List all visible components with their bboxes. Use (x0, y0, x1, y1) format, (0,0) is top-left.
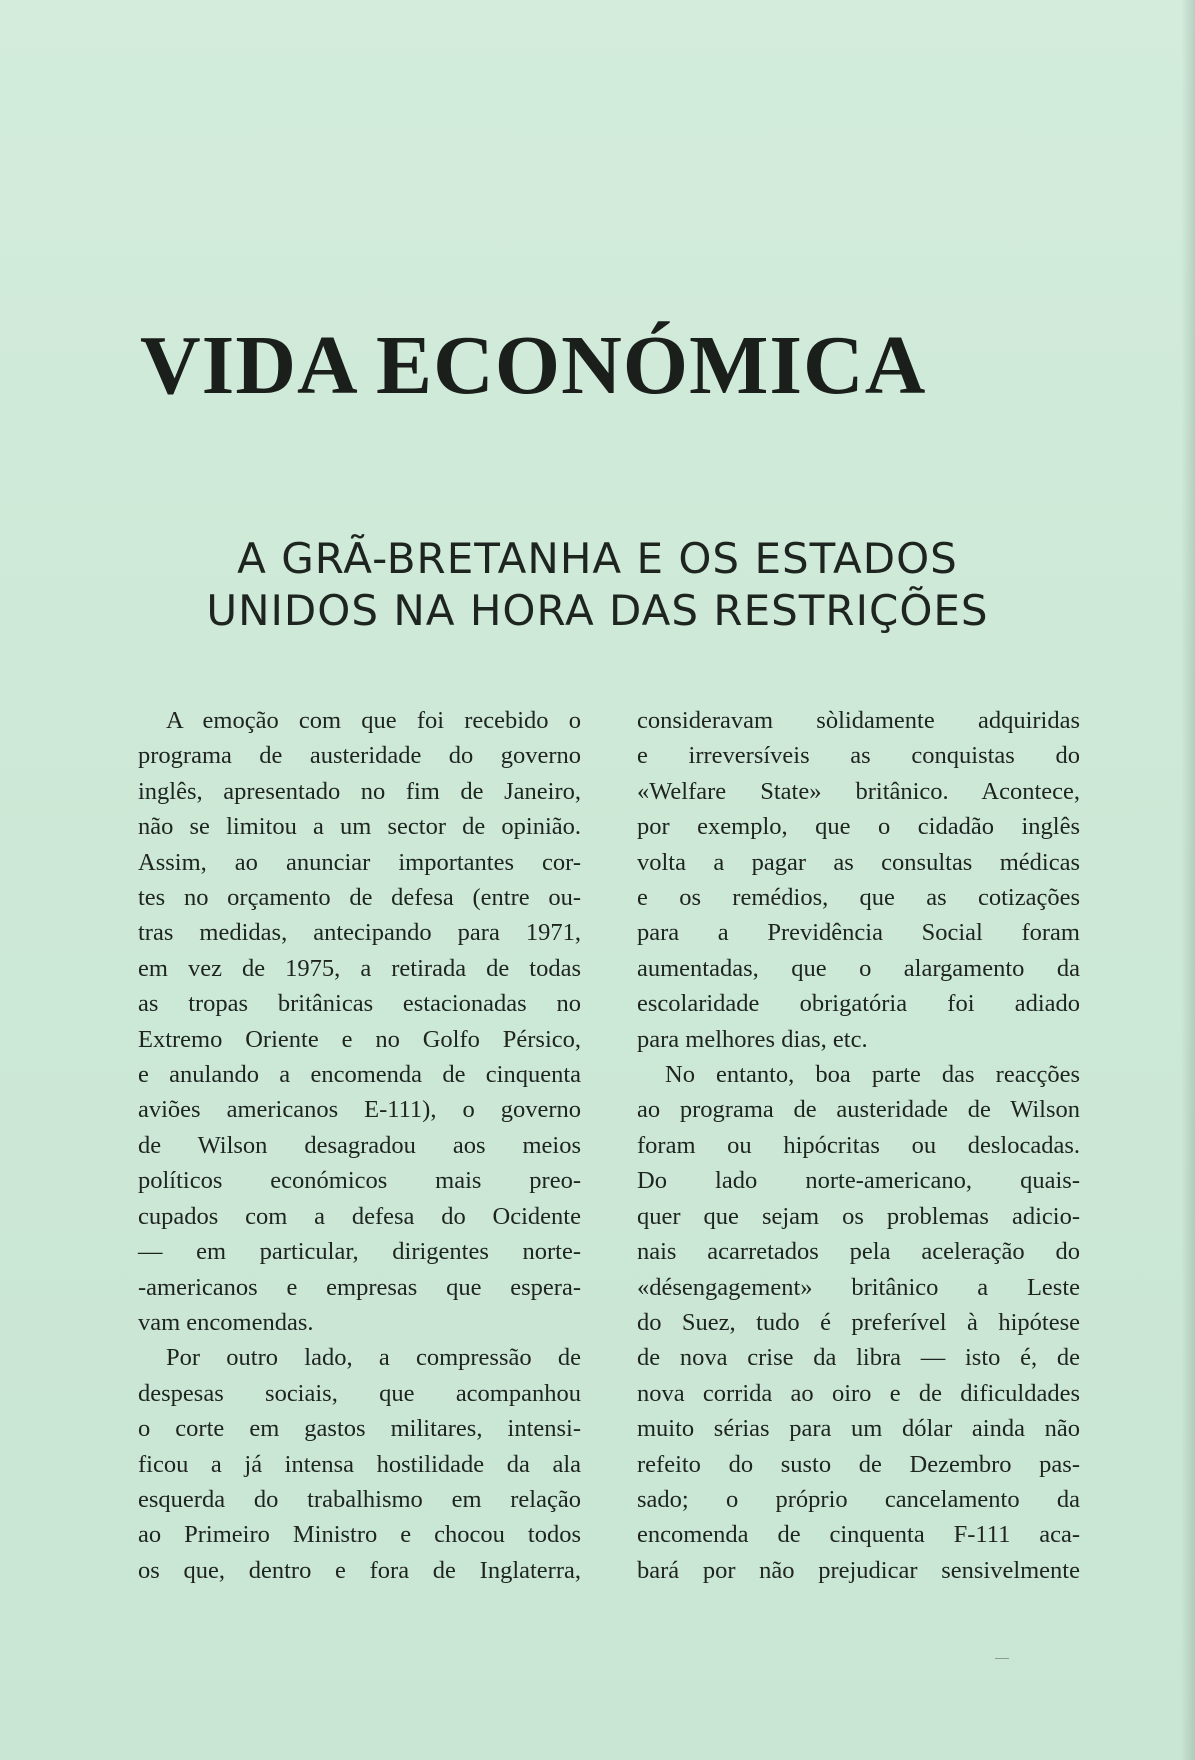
text-line: não se limitou a um sector de opinião. (138, 813, 581, 841)
text-line: -americanos e empresas que espera- (138, 1273, 581, 1301)
text-line: quer que sejam os problemas adicio- (637, 1202, 1080, 1230)
text-line: — em particular, dirigentes norte- (138, 1238, 581, 1266)
text-line: o corte em gastos militares, intensi- (138, 1415, 581, 1443)
text-line: ao programa de austeridade de Wilson (637, 1096, 1080, 1124)
text-line: Extremo Oriente e no Golfo Pérsico, (138, 1025, 581, 1053)
article-column-left (138, 703, 581, 1588)
text-line: e irreversíveis as conquistas do (637, 742, 1080, 770)
text-line: inglês, apresentado no fim de Janeiro, (138, 777, 581, 805)
text-line: aviões americanos E-111), o governo (138, 1096, 581, 1124)
text-line: vam encomendas. (138, 1308, 314, 1336)
text-line: para melhores dias, etc. (637, 1025, 868, 1053)
text-line: políticos económicos mais preo- (138, 1167, 581, 1195)
text-line: Por outro lado, a compressão de (166, 1344, 581, 1372)
text-line: e anulando a encomenda de cinquenta (138, 1061, 581, 1089)
text-line: para a Previdência Social foram (637, 919, 1080, 947)
text-line: Do lado norte-americano, quais- (637, 1167, 1080, 1195)
text-line: nova corrida ao oiro e de dificuldades (637, 1379, 1080, 1407)
text-line: tes no orçamento de defesa (entre ou- (138, 884, 581, 912)
text-line: e os remédios, que as cotizações (637, 884, 1080, 912)
text-line: ficou a já intensa hostilidade da ala (138, 1450, 581, 1478)
text-line: programa de austeridade do governo (138, 742, 581, 770)
text-line: em vez de 1975, a retirada de todas (138, 954, 581, 982)
page-edge-shadow (1181, 0, 1195, 1760)
text-line: consideravam sòlidamente adquiridas (637, 707, 1080, 734)
footer-dash (995, 1658, 1009, 1659)
headline-line-2: UNIDOS NA HORA DAS RESTRIÇÕES (206, 586, 989, 635)
text-line: muito sérias para um dólar ainda não (637, 1415, 1080, 1443)
text-line: os que, dentro e fora de Inglaterra, (138, 1556, 581, 1584)
article-column-right (637, 703, 1080, 1588)
text-line: aumentadas, que o alargamento da (637, 954, 1080, 982)
text-line: de Wilson desagradou aos meios (138, 1131, 581, 1159)
text-line: volta a pagar as consultas médicas (637, 848, 1080, 876)
text-line: No entanto, boa parte das reacções (665, 1061, 1080, 1089)
text-line: Assim, ao anunciar importantes cor- (138, 848, 581, 876)
text-line: tras medidas, antecipando para 1971, (138, 919, 581, 947)
article-headline (100, 533, 1095, 637)
headline-line-1: A GRÃ-BRETANHA E OS ESTADOS (237, 534, 958, 583)
text-line: «désengagement» britânico a Leste (637, 1273, 1080, 1301)
text-line: refeito do susto de Dezembro pas- (637, 1450, 1080, 1478)
text-line: encomenda de cinquenta F-111 aca- (637, 1521, 1080, 1549)
text-line: cupados com a defesa do Ocidente (138, 1202, 581, 1230)
text-line: escolaridade obrigatória foi adiado (637, 990, 1080, 1018)
section-title: VIDA ECONÓMICA (140, 319, 927, 412)
text-line: do Suez, tudo é preferível à hipótese (637, 1308, 1080, 1336)
text-line: ao Primeiro Ministro e chocou todos (138, 1521, 581, 1549)
text-line: A emoção com que foi recebido o (166, 707, 581, 734)
text-line: sado; o próprio cancelamento da (637, 1485, 1080, 1513)
text-line: «Welfare State» britânico. Acontece, (637, 777, 1080, 805)
text-line: nais acarretados pela aceleração do (637, 1238, 1080, 1266)
text-line: bará por não prejudicar sensivelmente (637, 1556, 1080, 1584)
text-line: despesas sociais, que acompanhou (138, 1379, 581, 1407)
text-line: esquerda do trabalhismo em relação (138, 1485, 581, 1513)
text-line: de nova crise da libra — isto é, de (637, 1344, 1080, 1372)
text-line: foram ou hipócritas ou deslocadas. (637, 1131, 1080, 1159)
text-line: por exemplo, que o cidadão inglês (637, 813, 1080, 841)
text-line: as tropas britânicas estacionadas no (138, 990, 581, 1018)
